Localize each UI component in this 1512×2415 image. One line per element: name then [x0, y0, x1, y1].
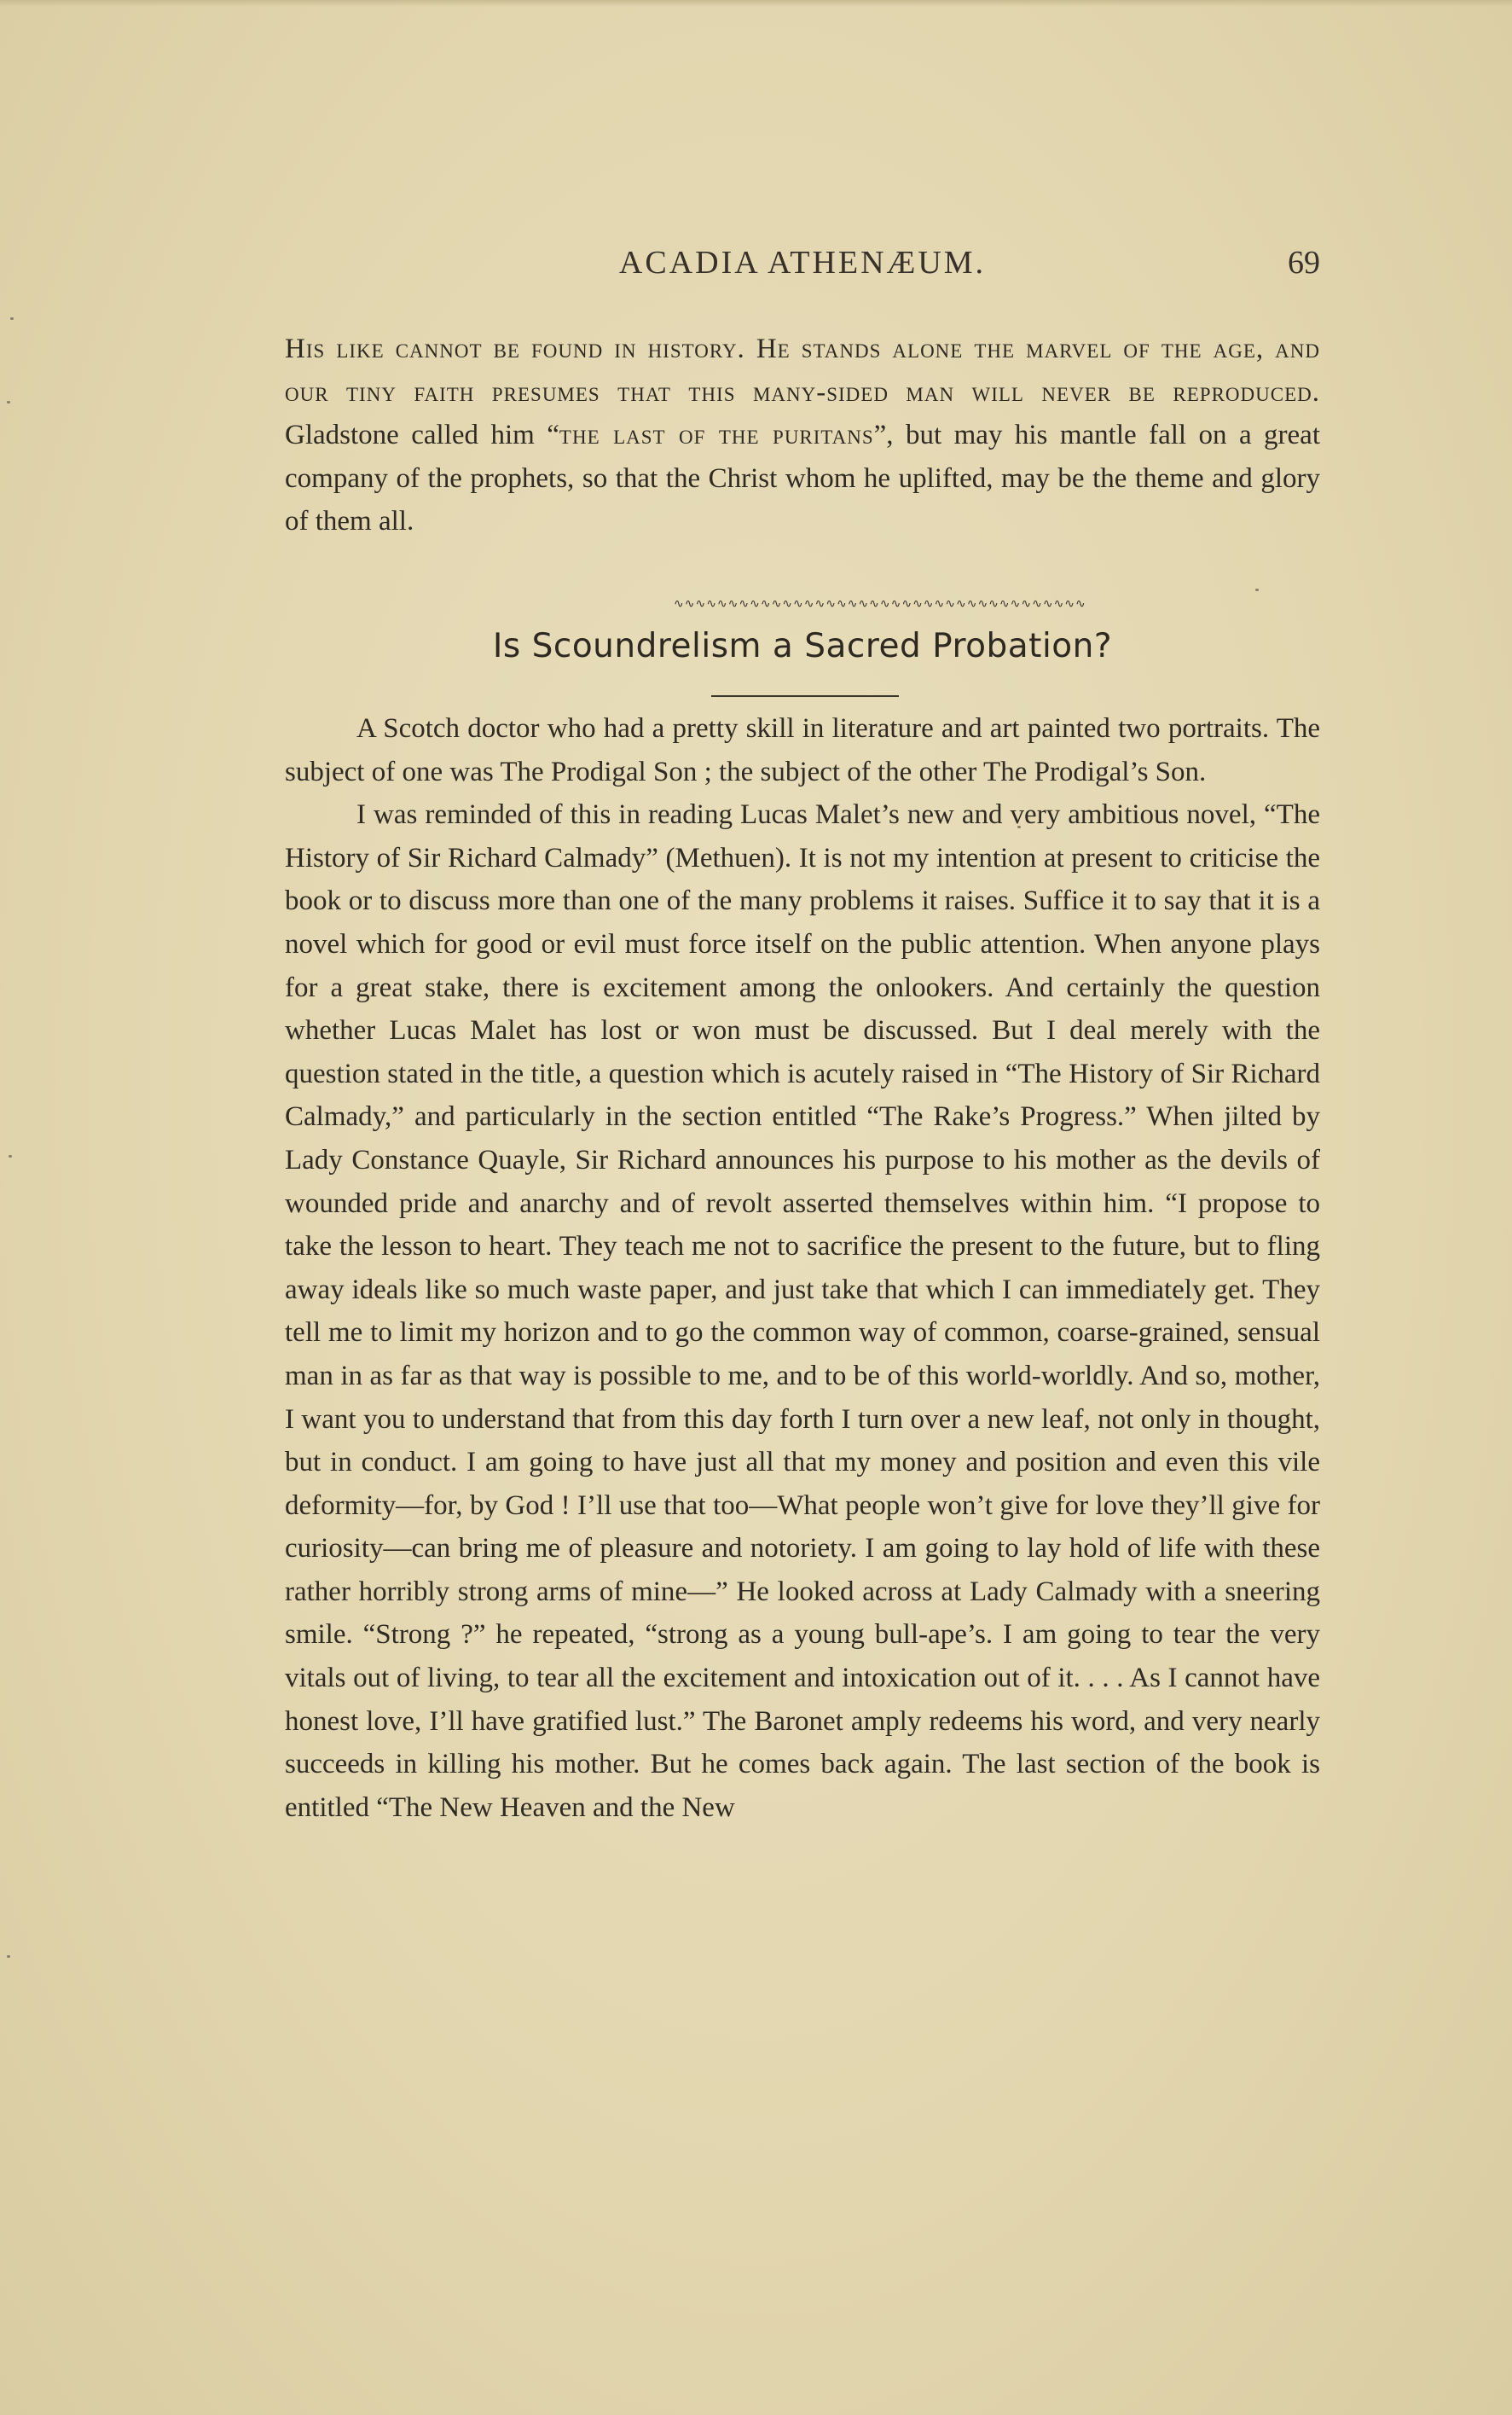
page-number: 69 — [1288, 245, 1320, 281]
article-body — [285, 707, 1320, 1829]
paper-speck — [1255, 589, 1259, 591]
paper-speck — [10, 317, 14, 320]
article-paragraph: I was reminded of this in reading Lucas Malet’s new and very ambitious novel, “The History of Sir Richard Calmady” (Methuen). It is not my intention at present to criticise the book or to discuss more than one of the many problems it raises. Suffice it to say that it is a novel which for good or evil must force itself on the public attention. When anyone plays for a great stake, there is excitement among the onlookers. And certainly the question whether Lucas Malet has lost or won must be discussed. But I deal merely with the question stated in the title, a question which is acutely raised in “The History of Sir Richard Calmady,” and particularly in the section entitled “The Rake’s Progress.” When jilted by Lady Constance Quayle, Sir Richard announces his purpose to his mother as the devils of wounded pride and anarchy and of revolt asserted themselves within him. “I propose to take the lesson to heart. They teach me not to sacrifice the present to the future, but to fling away ideals like so much waste paper, and just take that which I can immediately get. They tell me to limit my horizon and to go the common way of common, coarse-grained, sensual man in as far as that way is possible to me, and to be of this world-worldly. And so, mother, I want you to understand that from this day forth I turn over a new leaf, not only in thought, but in conduct. I am going to have just all that my money and position and even this vile deformity—for, by God ! I’ll use that too—What people won’t give for love they’ll give for curiosity—can bring me of pleasure and notoriety. I am going to lay hold of life with these rather horribly strong arms of mine—” He looked across at Lady Calmady with a sneering smile. “Strong ?” he repeated, “strong as a young bull-ape’s. I am going to tear the very vitals out of living, to tear all the excitement and intoxication out of it. . . . As I cannot have honest love, I’ll have gratified lust.” The Baronet amply redeems his word, and very nearly succeeds in killing his mother. But he comes back again. The last section of the book is entitled “The New Heaven and the New — [285, 799, 1320, 1823]
paper-speck — [9, 1155, 12, 1158]
intro-smallcaps-quote: the last of the puritans — [559, 420, 874, 451]
running-title: ACADIA ATHENÆUM. — [618, 245, 987, 281]
paper-speck — [7, 1955, 10, 1958]
article-title: Is Scoundrelism a Sacred Probation? — [492, 627, 1113, 665]
intro-text-part-1: Gladstone called him “ — [285, 420, 559, 451]
paper-speck — [7, 401, 10, 403]
page-top-edge — [0, 0, 1512, 7]
intro-paragraph — [285, 328, 1320, 543]
article-paragraph: A Scotch doctor who had a pretty skill in literature and art painted two portraits. The subject of one was The Prodigal Son ; the subject of the other The Prodigal’s Son. — [285, 713, 1320, 787]
intro-text — [285, 328, 1320, 543]
intro-text-part-2: ”, but may his mantle fall on a great company of the prophets, so that the Christ whom he uplifted, may be the theme and glory of them all. — [285, 420, 1320, 537]
title-underline — [711, 695, 899, 697]
intro-smallcaps-text: His like cannot be found in history. He stands alone the marvel of the age, and our tiny faith presumes that this many-sided man will never be reproduced. — [285, 334, 1320, 408]
decorative-divider: ∿∿∿∿∿∿∿∿∿∿∿∿∿∿∿∿∿∿∿∿∿∿∿∿∿∿∿∿∿∿∿∿∿∿∿∿∿∿ — [674, 597, 1086, 611]
page-header — [285, 244, 1320, 287]
